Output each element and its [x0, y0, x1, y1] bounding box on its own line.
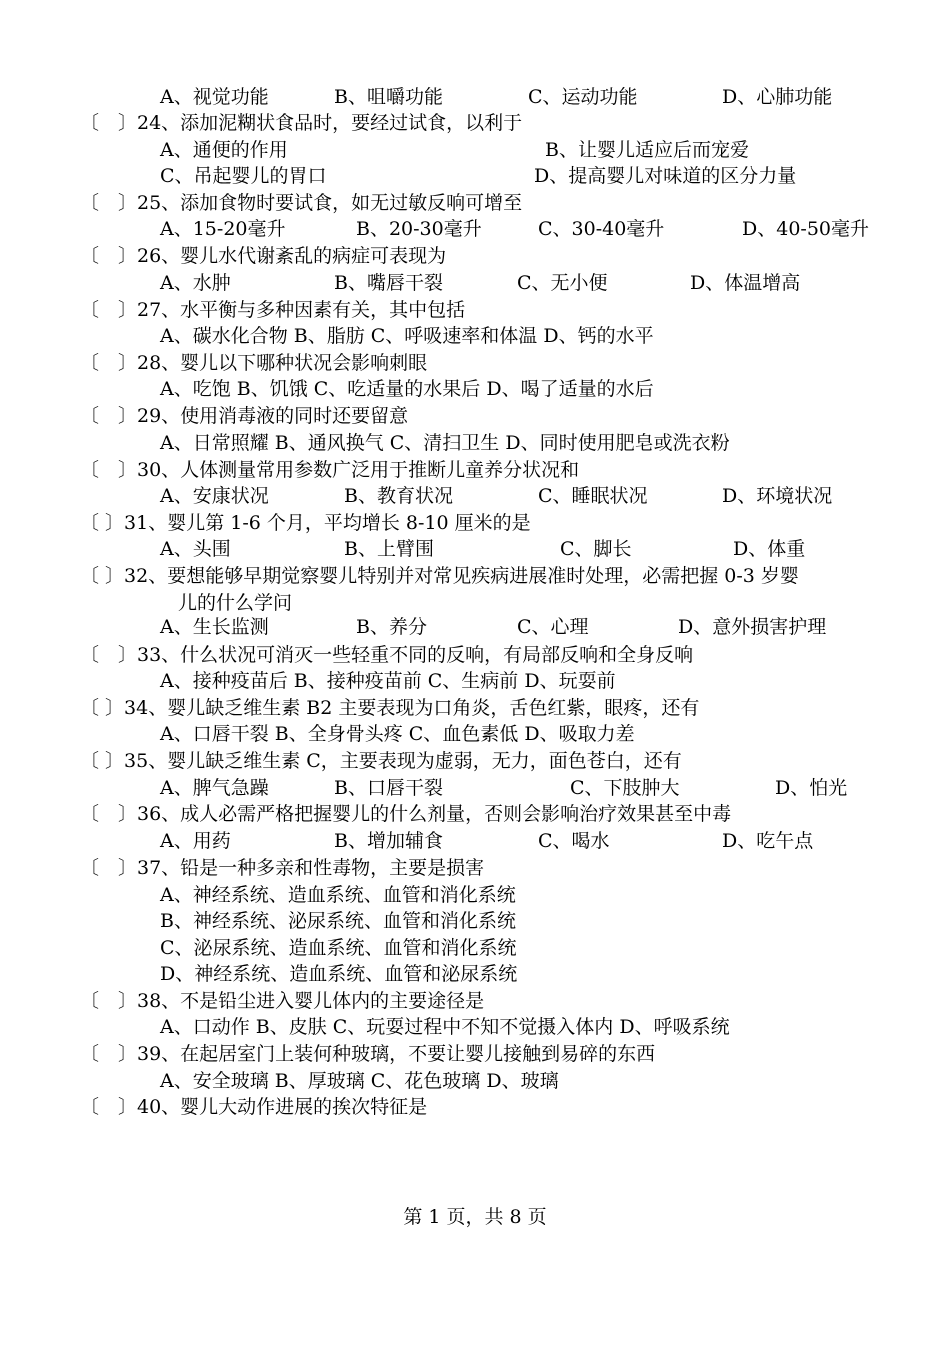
- option-item: C、30-40毫升: [538, 218, 665, 240]
- option-item: C、喝水: [538, 830, 610, 852]
- question-line: 〔 〕40、婴儿大动作进展的挨次特征是: [80, 1096, 428, 1118]
- option-item: B、增加辅食: [334, 830, 443, 852]
- option-item: B、咀嚼功能: [334, 86, 443, 108]
- question-line: 〔 〕25、添加食物时要试食，如无过敏反响可增至: [80, 192, 523, 214]
- option-item: A、碳水化合物 B、脂肪 C、呼吸速率和体温 D、钙的水平: [160, 325, 654, 347]
- option-item: A、水肿: [160, 272, 231, 294]
- option-item: B、神经系统、泌尿系统、血管和消化系统: [160, 910, 516, 932]
- options-line: [0, 775, 950, 801]
- option-item: D、体温增高: [690, 272, 801, 294]
- options-line: [0, 536, 950, 562]
- option-item: D、心肺功能: [722, 86, 833, 108]
- options-line: [0, 483, 950, 509]
- options-line: [0, 721, 950, 747]
- question-line: 〔 〕35、婴儿缺乏维生素 C，主要表现为虚弱，无力，面色苍白，还有: [80, 750, 682, 772]
- question-line: 〔 〕32、要想能够早期觉察婴儿特别并对常见疾病进展准时处理，必需把握 0-3 岁婴: [80, 565, 799, 587]
- options-line: [0, 270, 950, 296]
- option-item: B、教育状况: [344, 485, 453, 507]
- options-line: [0, 1068, 950, 1094]
- options-line: [0, 961, 950, 987]
- options-line: [0, 614, 950, 640]
- question-line: 〔 〕31、婴儿第 1-6 个月，平均增长 8-10 厘米的是: [80, 512, 531, 534]
- question-line: 〔 〕30、人体测量常用参数广泛用于推断儿童养分状况和: [80, 459, 580, 481]
- options-line: [0, 137, 950, 163]
- option-item: C、运动功能: [528, 86, 638, 108]
- option-item: C、无小便: [517, 272, 608, 294]
- options-line: [0, 323, 950, 349]
- question-line: 〔 〕28、婴儿以下哪种状况会影响刺眼: [80, 352, 428, 374]
- question-line: 〔 〕38、不是铅尘进入婴儿体内的主要途径是: [80, 990, 485, 1012]
- option-item: D、40-50毫升: [742, 218, 870, 240]
- option-item: B、养分: [356, 616, 427, 638]
- option-item: A、生长监测: [160, 616, 269, 638]
- question-line: 〔 〕33、什么状况可消灭一些轻重不同的反响，有局部反响和全身反响: [80, 644, 694, 666]
- question-continuation: 儿的什么学问: [178, 592, 293, 614]
- question-line: 〔 〕39、在起居室门上装何种玻璃，不要让婴儿接触到易碎的东西: [80, 1043, 656, 1065]
- option-item: A、吃饱 B、饥饿 C、吃适量的水果后 D、喝了适量的水后: [160, 378, 654, 400]
- page-footer: 第 1 页，共 8 页: [403, 1206, 547, 1228]
- option-item: A、神经系统、造血系统、血管和消化系统: [160, 884, 516, 906]
- question-line: 〔 〕29、使用消毒液的同时还要留意: [80, 405, 409, 427]
- option-item: A、视觉功能: [160, 86, 269, 108]
- option-item: A、安全玻璃 B、厚玻璃 C、花色玻璃 D、玻璃: [160, 1070, 559, 1092]
- option-item: D、意外损害护理: [678, 616, 827, 638]
- option-item: B、上臂围: [344, 538, 434, 560]
- option-item: A、口唇干裂 B、全身骨头疼 C、血色素低 D、吸取力差: [160, 723, 635, 745]
- option-item: A、用药: [160, 830, 231, 852]
- option-item: D、体重: [733, 538, 806, 560]
- option-item: C、脚长: [560, 538, 632, 560]
- option-item: C、睡眠状况: [538, 485, 648, 507]
- option-item: A、接种疫苗后 B、接种疫苗前 C、生病前 D、玩耍前: [160, 670, 616, 692]
- options-line: [0, 163, 950, 189]
- option-item: D、环境状况: [722, 485, 833, 507]
- options-line: [0, 828, 950, 854]
- option-item: B、让婴儿适应后而宠爱: [545, 139, 749, 161]
- question-line: 〔 〕34、婴儿缺乏维生素 B2 主要表现为口角炎，舌色红紫，眼疼，还有: [80, 697, 700, 719]
- option-item: C、心理: [517, 616, 589, 638]
- option-item: A、头围: [160, 538, 231, 560]
- option-item: B、20-30毫升: [356, 218, 482, 240]
- option-item: B、嘴唇干裂: [334, 272, 443, 294]
- option-item: A、安康状况: [160, 485, 269, 507]
- options-line: [0, 1014, 950, 1040]
- option-item: A、15-20毫升: [160, 218, 286, 240]
- option-item: A、口动作 B、皮肤 C、玩耍过程中不知不觉摄入体内 D、呼吸系统: [160, 1016, 730, 1038]
- option-item: A、日常照耀 B、通风换气 C、清扫卫生 D、同时使用肥皂或洗衣粉: [160, 432, 730, 454]
- option-item: C、吊起婴儿的胃口: [160, 165, 327, 187]
- options-line: [0, 882, 950, 908]
- options-line: [0, 216, 950, 242]
- option-item: D、怕光: [775, 777, 848, 799]
- options-line: [0, 376, 950, 402]
- question-line: 〔 〕36、成人必需严格把握婴儿的什么剂量，否则会影响治疗效果甚至中毒: [80, 803, 732, 825]
- option-item: A、脾气急躁: [160, 777, 269, 799]
- option-item: D、提高婴儿对味道的区分力量: [534, 165, 797, 187]
- option-item: D、神经系统、造血系统、血管和泌尿系统: [160, 963, 518, 985]
- options-line: [0, 935, 950, 961]
- options-line: [0, 84, 950, 110]
- question-line: 〔 〕27、水平衡与多种因素有关，其中包括: [80, 299, 466, 321]
- option-item: D、吃午点: [722, 830, 814, 852]
- option-item: C、泌尿系统、造血系统、血管和消化系统: [160, 937, 517, 959]
- options-line: [0, 908, 950, 934]
- question-line: 〔 〕24、添加泥糊状食品时，要经过试食，以利于: [80, 112, 523, 134]
- option-item: A、通便的作用: [160, 139, 288, 161]
- option-item: C、下肢肿大: [570, 777, 680, 799]
- options-line: [0, 430, 950, 456]
- option-item: B、口唇干裂: [334, 777, 443, 799]
- options-line: [0, 668, 950, 694]
- question-line: 〔 〕26、婴儿水代谢紊乱的病症可表现为: [80, 245, 447, 267]
- question-line: 〔 〕37、铅是一种多亲和性毒物，主要是损害: [80, 857, 485, 879]
